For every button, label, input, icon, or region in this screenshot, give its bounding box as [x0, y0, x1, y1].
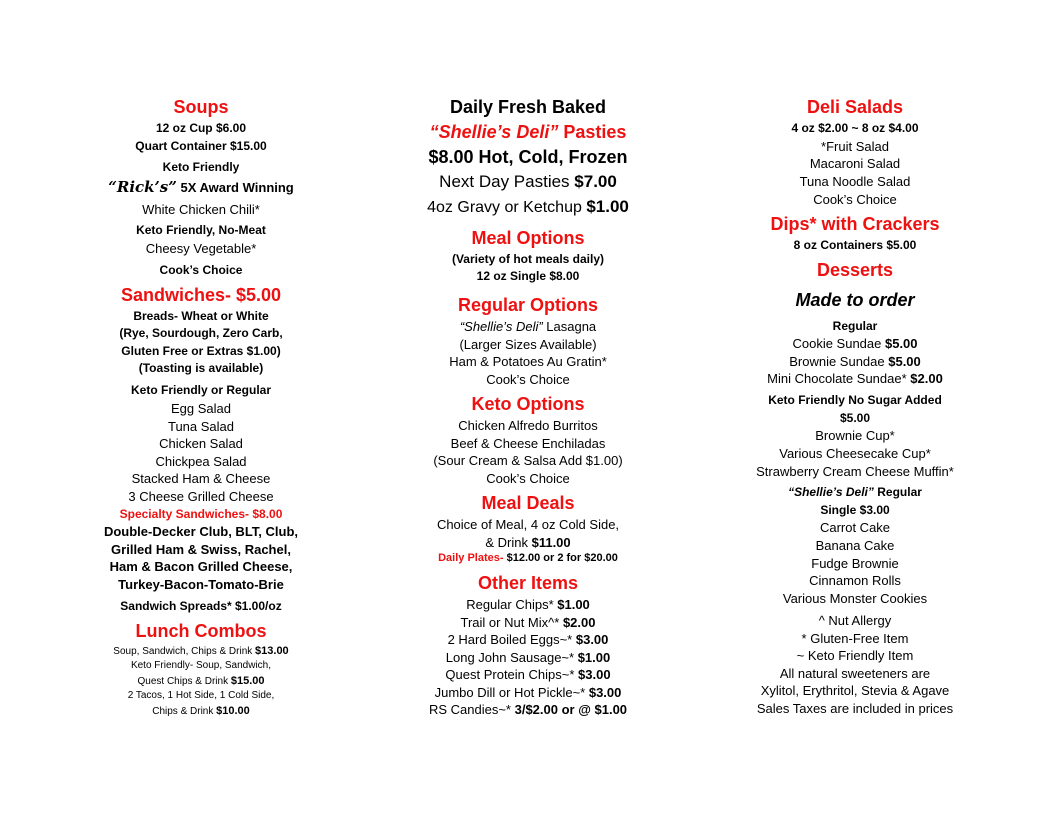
sandwich-item: Chicken Salad: [159, 436, 243, 451]
combo-2-line-1: Keto Friendly- Soup, Sandwich,: [130, 660, 272, 671]
other-item: [398, 598, 658, 611]
dips-containers: 8 oz Containers $5.00: [793, 238, 917, 252]
specialty-item: Turkey-Bacon-Tomato-Brie: [118, 577, 284, 592]
other-item-price: $3.00: [578, 667, 611, 682]
dessert-item-price: $5.00: [884, 336, 918, 351]
keto-dessert-item: Strawberry Cream Cheese Muffin*: [756, 464, 954, 479]
other-item-price: $1.00: [577, 650, 611, 665]
keto-dessert-item: Various Cheesecake Cup*: [779, 446, 931, 461]
other-item-name: Regular Chips*: [466, 597, 558, 612]
dessert-item-name: Brownie Sundae: [789, 354, 889, 369]
other-item-name: Jumbo Dill or Hot Pickle~*: [434, 685, 589, 700]
dips-heading: Dips* with Crackers: [770, 214, 940, 234]
chili-item: White Chicken Chili*: [142, 202, 260, 217]
daily-plates-label: Daily Plates-: [438, 552, 504, 564]
deli-salad-item: Macaroni Salad: [809, 156, 901, 171]
keto-option-item: (Sour Cream & Salsa Add $1.00): [433, 453, 623, 468]
pasties-label: Pasties: [558, 122, 627, 142]
meal-deal-line-1: Choice of Meal, 4 oz Cold Side,: [436, 517, 620, 532]
daily-plates: [398, 553, 658, 564]
meal-deals-heading: Meal Deals: [481, 493, 575, 513]
other-item: [398, 633, 658, 646]
combo-3-price: $10.00: [216, 705, 250, 717]
cheesy-vegetable-item: Cheesy Vegetable*: [145, 241, 257, 256]
desserts-heading: Desserts: [816, 260, 894, 280]
sandwiches-heading: Sandwiches- $5.00: [120, 285, 282, 305]
specialty-item: Grilled Ham & Swiss, Rachel,: [111, 542, 291, 557]
keto-dessert-item: Brownie Cup*: [815, 428, 895, 443]
soup-keto-nomeat-label: Keto Friendly, No-Meat: [136, 223, 266, 237]
legend-note: ^ Nut Allergy: [818, 613, 892, 628]
award-text: 5X Award Winning: [176, 180, 294, 195]
dessert-item: [735, 372, 975, 385]
combo-2-text: Quest Chips & Drink: [137, 676, 231, 687]
dessert-item-price: $2.00: [910, 371, 943, 386]
made-to-order: Made to order: [795, 290, 915, 310]
regular-options-heading: Regular Options: [457, 295, 598, 315]
meal-deal-line-2: [398, 536, 658, 549]
single-dessert-item: Cinnamon Rolls: [809, 573, 901, 588]
breads-line-4: (Toasting is available): [138, 361, 264, 375]
other-item-name: RS Candies~*: [428, 702, 515, 717]
breads-line-3: Gluten Free or Extras $1.00): [121, 344, 281, 358]
keto-desserts-label: Keto Friendly No Sugar Added: [768, 393, 942, 407]
lasagna-label: Lasagna: [542, 319, 597, 334]
gravy-price: $1.00: [586, 197, 629, 216]
deli-salads-heading: Deli Salads: [806, 97, 904, 117]
meal-options-single: 12 oz Single $8.00: [476, 269, 580, 283]
breads-line-2: (Rye, Sourdough, Zero Carb,: [119, 326, 283, 340]
desserts-regular-label: Regular: [832, 319, 878, 333]
combo-3: [86, 706, 316, 717]
other-item: [398, 668, 658, 681]
dessert-item: [735, 337, 975, 350]
other-item: [398, 651, 658, 664]
sandwich-keto-label: Keto Friendly or Regular: [130, 383, 272, 397]
specialty-item: Ham & Bacon Grilled Cheese,: [109, 559, 293, 574]
meal-deal-price: $11.00: [531, 535, 571, 550]
sandwich-item: 3 Cheese Grilled Cheese: [128, 489, 274, 504]
gravy-ketchup: [398, 198, 658, 216]
dessert-item: [735, 355, 975, 368]
other-item-price: $3.00: [588, 685, 622, 700]
combo-1-text: Soup, Sandwich, Chips & Drink: [113, 646, 256, 657]
meal-options-variety: (Variety of hot meals daily): [451, 252, 605, 266]
deli-salad-sizes: 4 oz $2.00 ~ 8 oz $4.00: [791, 121, 919, 135]
single-dessert-item: Various Monster Cookies: [782, 591, 928, 606]
gravy-label: 4oz Gravy or Ketchup: [427, 199, 587, 216]
ricks-chili-award: [86, 180, 316, 196]
regular-cooks-choice: Cook’s Choice: [486, 372, 570, 387]
specialty-sandwiches-label: Specialty Sandwiches- $8.00: [119, 507, 283, 521]
soup-cup-price: 12 oz Cup $6.00: [155, 121, 247, 135]
sandwich-spreads: Sandwich Spreads* $1.00/oz: [120, 599, 282, 613]
legend-note: ~ Keto Friendly Item: [796, 648, 914, 663]
keto-option-item: Beef & Cheese Enchiladas: [450, 436, 606, 451]
other-item-price: $1.00: [557, 597, 590, 612]
meal-deal-drink: & Drink: [485, 535, 532, 550]
dessert-item-name: Mini Chocolate Sundae*: [767, 371, 911, 386]
soups-heading: Soups: [173, 97, 229, 117]
deli-salad-item: Cook’s Choice: [813, 192, 897, 207]
other-item-price: 3/$2.00 or @ $1.00: [514, 702, 628, 717]
daily-fresh-baked-heading: Daily Fresh Baked: [449, 97, 607, 117]
next-day-label: Next Day Pasties: [439, 172, 575, 191]
other-item-name: Quest Protein Chips~*: [445, 667, 579, 682]
meal-options-heading: Meal Options: [471, 228, 585, 248]
legend-note: * Gluten-Free Item: [801, 631, 909, 646]
keto-option-item: Cook’s Choice: [486, 471, 570, 486]
keto-desserts-price: $5.00: [839, 411, 871, 425]
other-item-name: Trail or Nut Mix^*: [460, 615, 563, 630]
sandwich-item: Tuna Salad: [167, 419, 234, 434]
lunch-combos-heading: Lunch Combos: [135, 621, 267, 641]
shellies-regular-text: Regular: [873, 485, 922, 499]
other-item: [398, 703, 658, 716]
combo-1: [86, 646, 316, 657]
other-item-price: $3.00: [575, 632, 609, 647]
larger-sizes-note: (Larger Sizes Available): [459, 337, 597, 352]
lasagna-item: [398, 320, 658, 333]
dessert-item-name: Cookie Sundae: [792, 336, 885, 351]
combo-1-price: $13.00: [255, 645, 289, 657]
keto-option-item: Chicken Alfredo Burritos: [458, 418, 598, 433]
legend-note: All natural sweeteners are: [779, 666, 931, 681]
other-item: [398, 616, 658, 629]
dessert-item-price: $5.00: [888, 354, 921, 369]
legend-note: Sales Taxes are included in prices: [756, 701, 954, 716]
soup-cooks-choice: Cook’s Choice: [159, 263, 243, 277]
pasties-price-line: $8.00 Hot, Cold, Frozen: [428, 147, 628, 167]
ham-potatoes-item: Ham & Potatoes Au Gratin*: [449, 354, 607, 369]
other-item-name: 2 Hard Boiled Eggs~*: [447, 632, 576, 647]
soup-keto-label: Keto Friendly: [162, 160, 240, 174]
other-item: [398, 686, 658, 699]
single-dessert-item: Fudge Brownie: [811, 556, 899, 571]
soup-quart-price: Quart Container $15.00: [135, 139, 267, 153]
other-items-heading: Other Items: [477, 573, 579, 593]
shellies-deli-name: “Shellie’s Deli”: [429, 122, 559, 142]
specialty-item: Double-Decker Club, BLT, Club,: [103, 524, 299, 539]
keto-options-heading: Keto Options: [471, 394, 585, 414]
combo-3-line-1: 2 Tacos, 1 Hot Side, 1 Cold Side,: [127, 690, 275, 701]
pasties-heading: [398, 123, 658, 141]
lasagna-shellies-name: “Shellie’s Deli”: [459, 319, 543, 334]
combo-3-text: Chips & Drink: [152, 706, 217, 717]
sandwich-item: Chickpea Salad: [155, 454, 247, 469]
shellies-deli-name: “Shellie’s Deli”: [788, 485, 874, 499]
other-item-name: Long John Sausage~*: [445, 650, 578, 665]
next-day-price: $7.00: [574, 172, 617, 191]
combo-2: [86, 676, 316, 687]
single-dessert-item: Banana Cake: [815, 538, 895, 553]
ricks-script-label: “Rick’s”: [108, 178, 177, 196]
legend-note: Xylitol, Erythritol, Stevia & Agave: [760, 683, 950, 698]
sandwich-item: Stacked Ham & Cheese: [131, 471, 271, 486]
daily-plates-price: $12.00 or 2 for $20.00: [503, 552, 618, 564]
breads-line-1: Breads- Wheat or White: [133, 309, 269, 323]
deli-salad-item: Tuna Noodle Salad: [799, 174, 911, 189]
next-day-pasties: [398, 173, 658, 190]
deli-salad-item: *Fruit Salad: [821, 139, 889, 154]
shellies-regular-label: [735, 486, 975, 498]
other-item-price: $2.00: [562, 615, 596, 630]
sandwich-item: Egg Salad: [171, 401, 231, 416]
single-dessert-item: Carrot Cake: [819, 520, 891, 535]
combo-2-price: $15.00: [230, 675, 265, 687]
single-price: Single $3.00: [820, 503, 890, 517]
